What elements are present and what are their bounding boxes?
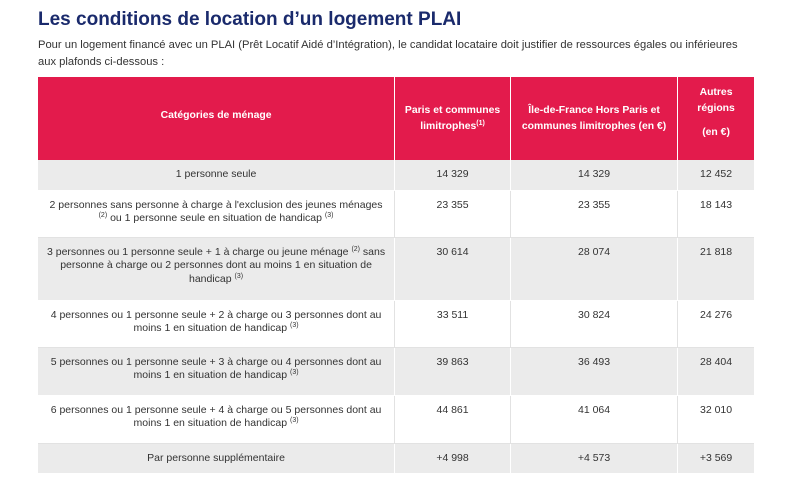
header-paris: Paris et communes limitrophes$^{(1)}$ — [395, 77, 511, 160]
intro-paragraph: Pour un logement financé avec un PLAI (Prêt Locatif Aidé d’Intégration), le candidat locataire doit justifier de ressources égales ou inférieures aux plafonds ci-dessous : — [38, 39, 738, 68]
footnote-ref: (3) — [289, 369, 299, 376]
header-idf: Île-de-France Hors Paris et communes limitrophes (en €) — [511, 77, 678, 160]
cell-autres: 24 276 — [678, 300, 754, 347]
cell-category — [38, 347, 395, 395]
cell-autres: +3 569 — [678, 443, 754, 473]
cell-category — [38, 190, 395, 237]
category-text: 6 personnes ou 1 personne seule + 4 à charge ou 5 personnes dont au moins 1 en situation de handicap — [50, 403, 382, 429]
category-text: 5 personnes ou 1 personne seule + 3 à charge ou 4 personnes dont au moins 1 en situation de handicap — [50, 355, 382, 381]
cell-category — [38, 160, 395, 190]
table-row — [38, 160, 754, 190]
cell-autres: 12 452 — [678, 160, 754, 190]
cell-idf: 14 329 — [511, 160, 678, 190]
footnote-ref: (2) — [98, 212, 108, 219]
cell-paris: +4 998 — [395, 443, 511, 473]
cell-idf: 28 074 — [511, 237, 678, 300]
cell-paris: 30 614 — [395, 237, 511, 300]
cell-category — [38, 395, 395, 443]
category-text: ou 1 personne seule en situation de handicap — [110, 212, 322, 224]
table-body — [38, 160, 754, 473]
footnote-ref: (3) — [289, 417, 299, 424]
table-row — [38, 395, 754, 443]
category-text: 1 personne seule — [175, 168, 257, 180]
cell-idf: 41 064 — [511, 395, 678, 443]
cell-paris: 39 863 — [395, 347, 511, 395]
cell-category — [38, 237, 395, 300]
cell-autres: 32 010 — [678, 395, 754, 443]
category-text: sans personne à charge ou 2 personnes dont au moins 1 en situation de handicap — [60, 245, 386, 285]
cell-autres: 28 404 — [678, 347, 754, 395]
table-row — [38, 237, 754, 300]
footnote-ref: (3) — [234, 272, 244, 280]
cell-paris: 33 511 — [395, 300, 511, 347]
table-row — [38, 443, 754, 473]
header-categories: Catégories de ménage — [38, 77, 395, 160]
page-title: Les conditions de location d’un logement PLAI — [38, 9, 462, 30]
category-text: 3 personnes ou 1 personne seule + 1 à charge ou jeune ménage — [46, 245, 349, 258]
cell-idf: +4 573 — [511, 443, 678, 473]
cell-idf: 36 493 — [511, 347, 678, 395]
cell-paris: 23 355 — [395, 190, 511, 237]
cell-category — [38, 443, 395, 473]
footnote-ref: (2) — [351, 245, 360, 253]
table-row — [38, 347, 754, 395]
table-row — [38, 300, 754, 347]
cell-idf: 23 355 — [511, 190, 678, 237]
footnote-ref: (3) — [324, 212, 334, 219]
cell-idf: 30 824 — [511, 300, 678, 347]
category-text: Par personne supplémentaire — [147, 451, 285, 464]
cell-category — [38, 300, 395, 347]
table-header-row — [38, 77, 754, 160]
table-row — [38, 190, 754, 237]
cell-autres: 18 143 — [678, 190, 754, 237]
cell-paris: 14 329 — [395, 160, 511, 190]
plai-ceilings-table — [38, 77, 754, 474]
cell-autres: 21 818 — [678, 237, 754, 300]
category-text: 2 personnes sans personne à charge à l'exclusion des jeunes ménages — [49, 198, 383, 211]
footnote-ref: (3) — [289, 322, 299, 329]
header-autres: Autres régions (en €) — [678, 77, 754, 160]
category-text: 4 personnes ou 1 personne seule + 2 à charge ou 3 personnes dont au moins 1 en situation de handicap — [50, 308, 382, 334]
cell-paris: 44 861 — [395, 395, 511, 443]
